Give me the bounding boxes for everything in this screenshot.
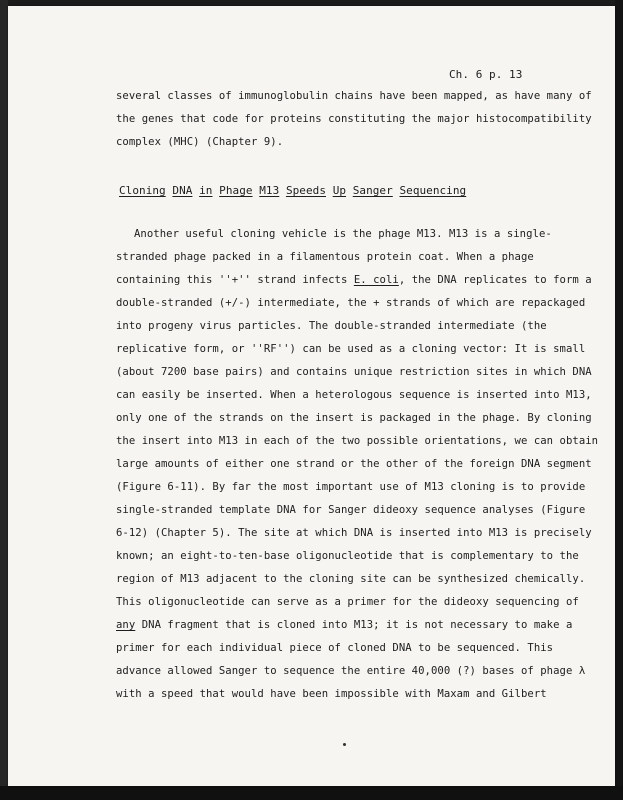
intro-line-2: the genes that code for proteins constituting the major histocompatibility (116, 113, 592, 125)
heading-word: Sanger (352, 184, 393, 197)
body-line-20: advance allowed Sanger to sequence the entire 40,000 (?) bases of phage λ (116, 665, 586, 677)
body-line-11: large amounts of either one strand or the other of the foreign DNA segment (116, 458, 592, 470)
page-number-header: Ch. 6 p. 13 (449, 68, 523, 81)
scan-border-right (615, 0, 623, 800)
body-line-4: double-stranded (+/-) intermediate, the + strands of which are repackaged (116, 297, 586, 309)
heading-word: Cloning (119, 184, 166, 197)
body-line-15: known; an eight-to-ten-base oligonucleotide that is complementary to the (116, 550, 579, 562)
body-line-9: only one of the strands on the insert is packaged in the phage. By cloning (116, 412, 592, 424)
body-line-10: the insert into M13 in each of the two possible orientations, we can obtain (116, 435, 599, 447)
body-line-18: any DNA fragment that is cloned into M13; it is not necessary to make a (116, 619, 573, 631)
species-name: E. coli (353, 274, 399, 286)
heading-word: Speeds (285, 184, 326, 197)
body-line-7: (about 7200 base pairs) and contains unique restriction sites in which DNA (116, 366, 592, 378)
body-line-14: 6-12) (Chapter 5). The site at which DNA is inserted into M13 is precisely (116, 527, 592, 539)
body-line-13: single-stranded template DNA for Sanger dideoxy sequence analyses (Figure (116, 504, 586, 516)
scan-border-bottom (0, 786, 623, 800)
emphasis-any: any (116, 619, 136, 631)
section-heading (119, 184, 466, 197)
heading-word: in (199, 184, 213, 197)
scan-border-left (0, 0, 8, 800)
heading-word: Up (332, 184, 347, 197)
body-line-5: into progeny virus particles. The double-stranded intermediate (the (116, 320, 547, 332)
body-line-2: stranded phage packed in a filamentous protein coat. When a phage (116, 251, 534, 263)
body-line-21: with a speed that would have been impossible with Maxam and Gilbert (116, 688, 547, 700)
heading-word: DNA (172, 184, 193, 197)
intro-line-1: several classes of immunoglobulin chains have been mapped, as have many of (116, 90, 592, 102)
document-page (8, 6, 615, 786)
body-line-1: Another useful cloning vehicle is the phage M13. M13 is a single- (134, 228, 552, 240)
stray-mark (343, 743, 346, 746)
heading-word: Sequencing (399, 184, 467, 197)
intro-line-3: complex (MHC) (Chapter 9). (116, 136, 284, 148)
body-line-6: replicative form, or ''RF'') can be used as a cloning vector: It is small (116, 343, 586, 355)
body-line-16: region of M13 adjacent to the cloning site can be synthesized chemically. (116, 573, 586, 585)
body-line-12: (Figure 6-11). By far the most important use of M13 cloning is to provide (116, 481, 586, 493)
body-line-17: This oligonucleotide can serve as a primer for the dideoxy sequencing of (116, 596, 579, 608)
body-line-8: can easily be inserted. When a heterologous sequence is inserted into M13, (116, 389, 592, 401)
body-line-3: containing this ''+'' strand infects E. coli, the DNA replicates to form a (116, 274, 592, 286)
body-line-19: primer for each individual piece of cloned DNA to be sequenced. This (116, 642, 554, 654)
heading-word: M13 (259, 184, 280, 197)
heading-word: Phage (219, 184, 253, 197)
